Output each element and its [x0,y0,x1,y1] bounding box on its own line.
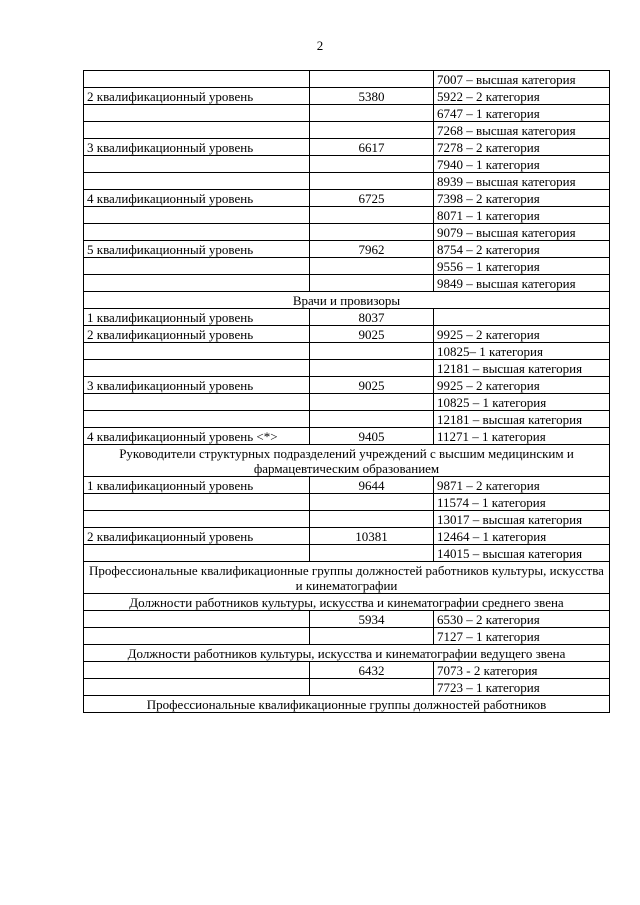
table-row [84,411,610,428]
table-row [84,545,610,562]
section-header-row [84,292,610,309]
base-salary-cell [310,679,434,696]
qualification-level-cell: 2 квалификационный уровень [84,88,310,105]
base-salary-cell: 6432 [310,662,434,679]
base-salary-cell [310,224,434,241]
qualification-level-cell: 4 квалификационный уровень <*> [84,428,310,445]
base-salary-cell [310,207,434,224]
base-salary-cell [310,105,434,122]
base-salary-cell [310,71,434,88]
table-row [84,428,610,445]
base-salary-cell: 5380 [310,88,434,105]
table-row [84,611,610,628]
section-header: Профессиональные квалификационные группы должностей работников культуры, искусства и кинематографии [84,562,610,594]
qualification-level-cell [84,275,310,292]
table-row [84,528,610,545]
table-row [84,105,610,122]
base-salary-cell [310,173,434,190]
page-number: 2 [316,38,324,53]
table-row [84,377,610,394]
base-salary-cell [310,360,434,377]
qualification-level-cell [84,71,310,88]
qualification-level-cell [84,122,310,139]
category-salary-cell: 9849 – высшая категория [434,275,610,292]
category-salary-cell [434,309,610,326]
table-row [84,207,610,224]
qualification-level-cell: 1 квалификационный уровень [84,309,310,326]
category-salary-cell: 6530 – 2 категория [434,611,610,628]
base-salary-cell: 7962 [310,241,434,258]
table-row [84,241,610,258]
base-salary-cell [310,411,434,428]
section-header-row [84,594,610,611]
category-salary-cell: 10825– 1 категория [434,343,610,360]
qualification-level-cell: 2 квалификационный уровень [84,528,310,545]
category-salary-cell: 14015 – высшая категория [434,545,610,562]
base-salary-cell [310,156,434,173]
qualification-level-cell: 3 квалификационный уровень [84,377,310,394]
qualification-level-cell: 4 квалификационный уровень [84,190,310,207]
qualification-level-cell [84,511,310,528]
base-salary-cell [310,122,434,139]
table-row [84,343,610,360]
category-salary-cell: 11574 – 1 категория [434,494,610,511]
qualification-level-cell [84,173,310,190]
section-header: Должности работников культуры, искусства и кинематографии среднего звена [84,594,610,611]
qualification-level-cell: 5 квалификационный уровень [84,241,310,258]
table-row [84,275,610,292]
base-salary-cell: 6617 [310,139,434,156]
table-row [84,258,610,275]
base-salary-cell [310,343,434,360]
category-salary-cell: 7723 – 1 категория [434,679,610,696]
category-salary-cell: 8071 – 1 категория [434,207,610,224]
base-salary-cell [310,628,434,645]
qualification-level-cell [84,611,310,628]
base-salary-cell: 9405 [310,428,434,445]
category-salary-cell: 5922 – 2 категория [434,88,610,105]
table-row [84,156,610,173]
qualification-level-cell [84,628,310,645]
qualification-level-cell [84,545,310,562]
section-header: Профессиональные квалификационные группы должностей работников [84,696,610,713]
category-salary-cell: 7278 – 2 категория [434,139,610,156]
category-salary-cell: 7268 – высшая категория [434,122,610,139]
qualification-level-cell [84,494,310,511]
section-header-row [84,562,610,594]
category-salary-cell: 8754 – 2 категория [434,241,610,258]
base-salary-cell [310,394,434,411]
qualification-level-cell [84,343,310,360]
category-salary-cell: 9871 – 2 категория [434,477,610,494]
table-row [84,71,610,88]
qualification-level-cell [84,411,310,428]
qualification-level-cell [84,394,310,411]
qualification-level-cell: 2 квалификационный уровень [84,326,310,343]
section-header-row [84,445,610,477]
table-row [84,360,610,377]
qualification-level-cell [84,360,310,377]
salary-table-body [84,71,610,713]
base-salary-cell [310,258,434,275]
section-header: Врачи и провизоры [84,292,610,309]
section-header: Должности работников культуры, искусства и кинематографии ведущего звена [84,645,610,662]
category-salary-cell: 8939 – высшая категория [434,173,610,190]
table-row [84,628,610,645]
qualification-level-cell: 3 квалификационный уровень [84,139,310,156]
table-row [84,309,610,326]
salary-table [83,70,610,713]
table-row [84,139,610,156]
base-salary-cell [310,494,434,511]
base-salary-cell: 9644 [310,477,434,494]
section-header: Руководители структурных подразделений учреждений с высшим медицинским и фармацевтическим образованием [84,445,610,477]
table-row [84,326,610,343]
base-salary-cell [310,275,434,292]
table-row [84,122,610,139]
qualification-level-cell: 1 квалификационный уровень [84,477,310,494]
table-row [84,662,610,679]
table-row [84,394,610,411]
category-salary-cell: 9925 – 2 категория [434,326,610,343]
category-salary-cell: 7127 – 1 категория [434,628,610,645]
qualification-level-cell [84,662,310,679]
table-row [84,190,610,207]
category-salary-cell: 7073 - 2 категория [434,662,610,679]
qualification-level-cell [84,156,310,173]
table-row [84,224,610,241]
base-salary-cell: 9025 [310,326,434,343]
base-salary-cell [310,545,434,562]
qualification-level-cell [84,679,310,696]
category-salary-cell: 12181 – высшая категория [434,360,610,377]
category-salary-cell: 13017 – высшая категория [434,511,610,528]
qualification-level-cell [84,207,310,224]
category-salary-cell: 9925 – 2 категория [434,377,610,394]
base-salary-cell [310,511,434,528]
category-salary-cell: 6747 – 1 категория [434,105,610,122]
category-salary-cell: 7940 – 1 категория [434,156,610,173]
category-salary-cell: 11271 – 1 категория [434,428,610,445]
table-row [84,477,610,494]
category-salary-cell: 7398 – 2 категория [434,190,610,207]
category-salary-cell: 12464 – 1 категория [434,528,610,545]
base-salary-cell: 9025 [310,377,434,394]
section-header-row [84,696,610,713]
base-salary-cell: 6725 [310,190,434,207]
table-row [84,88,610,105]
table-row [84,679,610,696]
qualification-level-cell [84,224,310,241]
qualification-level-cell [84,258,310,275]
table-row [84,511,610,528]
base-salary-cell: 10381 [310,528,434,545]
table-row [84,494,610,511]
base-salary-cell: 8037 [310,309,434,326]
category-salary-cell: 9079 – высшая категория [434,224,610,241]
section-header-row [84,645,610,662]
category-salary-cell: 10825 – 1 категория [434,394,610,411]
base-salary-cell: 5934 [310,611,434,628]
category-salary-cell: 9556 – 1 категория [434,258,610,275]
category-salary-cell: 7007 – высшая категория [434,71,610,88]
table-row [84,173,610,190]
category-salary-cell: 12181 – высшая категория [434,411,610,428]
qualification-level-cell [84,105,310,122]
